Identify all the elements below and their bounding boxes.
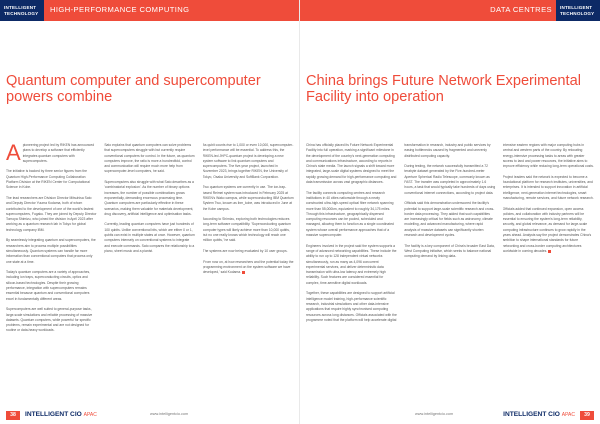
paragraph: The systems are now being evaluated by 10 user groups. (202, 248, 288, 253)
left-page-number: 38 (6, 411, 20, 420)
right-publication-name (503, 410, 575, 420)
paragraph-text: Officials added that continued expansion, open access policies, and collaboration with industry partners will be essential to ensuring the system's long-term reliability, security, and global relevance, as demand for large-scale computing infrastructure continues to grow rapidly in the years ahead. Analysts say the project demonstrates China's ambition to shape international standards for future networking and cross-border computing architectures worldwide in coming decades. (502, 206, 592, 253)
right-footer (300, 408, 600, 424)
paragraph: Sato explains that quantum computers can solve problems that supercomputers struggle with but currently require conventional computers for control. In the future, as quantum computers improve, the ratio is more a hundredfold, control and communication will require much more help from supercomputer-level computers, he said. (104, 143, 195, 174)
right-column-1 (306, 143, 397, 398)
left-column-1 (6, 143, 97, 398)
paragraph: intensive eastern regions with major computing hubs in central and western parts of the country. By relocating energy-intensive processing tasks to areas with greater access to land and power resources, the initiative aims to improve efficiency while reducing long-term operational costs. (502, 143, 594, 169)
right-page-number: 39 (580, 411, 594, 420)
end-mark-icon (242, 271, 245, 274)
right-page (300, 0, 600, 424)
paragraph: pioneering project led by RIKEN has announced plans to develop a software that efficiently integrates quantum computers with supercomputers. (22, 143, 95, 163)
paragraph: Two quantum systems are currently in use. The ion-trap-based Reimei system was introduced in February 2025 at RIKEN's Wako campus, while superconducting IBM Quantum System Two, known as ibm_kobe, was introduced in June at the Kobe campus. (202, 185, 294, 211)
right-section-bar (300, 0, 600, 21)
right-brand-block: INTELLIGENT TECHNOLOGY (556, 0, 600, 21)
paragraph: China has officially placed its Future Network Experimental Facility into full operation, marking a significant milestone in the development of the country's next-generation computing and communications infrastructure, according to reports in China's state media. The launch signals a shift toward more integrated, large-scale digital systems designed to meet the rapidly growing demand for high-performance computing and data transmission across vast geographic distances. (306, 143, 397, 185)
paragraph: The facility connects computing centres and research institutions in 40 cities nationwide through a newly constructed ultra-high-speed optical fibre network spanning more than 55,000km, equivalent to roughly 34,175 miles. Through this infrastructure, geographically dispersed computing resources can be pooled, scheduled and managed, allowing them to function as a single coordinated system whose overall performance approaches that of a massive supercomputer. (306, 190, 394, 238)
paragraph: The lead researchers are Division Director Mitsuhisa Sato and Deputy Director Yuuma Kodama, both of whom contributed to the development of one of the world's fastest supercomputers, Fugaku. They are joined by Deputy Director Tomoya Shimizu, who joined the division in April 2023 after working as a quantum research lab in Tokyo for global technology company IBM. (6, 195, 97, 232)
paragraph: Currently, leading quantum computers have just hundreds of 100 qubits. Unlike conventional bits, which are either 0 or 1, qubits can exist in multiple states at once. However, quantum computers intensely on conventional systems to integrate and execute commands. Sato compares the relationship to a piano, sheet music and a pianist. (104, 222, 195, 253)
left-section-title: HIGH-PERFORMANCE COMPUTING (50, 5, 190, 14)
publication-title: INTELLIGENT CIO (25, 411, 82, 418)
paragraph: Today's quantum computers are a variety of approaches, including ion traps, superconducting circuits, optics and silicon-based technologies. Despite their growing performance, integration with supercomputers remains essential because quantum and conventional computers excel in fundamentally different areas. (6, 270, 91, 301)
paragraph (203, 260, 294, 276)
paragraph: According to Shimizu, exploring both technologies reduces long-term software compatibility. 'Superconducting quantum computer types will likely achieve more than 10,000 qubits, but no one really knows which technology will reach one million qubits,' he said. (202, 217, 291, 243)
right-section-title: DATA CENTRES (490, 5, 552, 14)
paragraph: transformation in research, industry and public services by easing bottlenecks caused by fragmented and unevenly distributed computing capacity. (404, 143, 491, 158)
left-column-3 (203, 143, 294, 398)
publication-region: APAC (83, 412, 97, 418)
left-brand-block: INTELLIGENT TECHNOLOGY (0, 0, 44, 21)
paragraph: By seamlessly integrating quantum and supercomputers, the researchers aim to process multiple possibilities simultaneously. Quantum systems can handle far more information than conventional computers that process only one state at a time. (6, 238, 96, 264)
paragraph: Officials said this demonstration underscored the facility's potential to support large-scale scientific research and cross-border data processing. They added that such capabilities are increasingly critical for fields such as astronomy, climate modelling, and advanced manufacturing, where rapid analysis of massive datasets can significantly shorten research and development cycles. (404, 201, 495, 238)
drop-cap: A (6, 143, 21, 165)
paragraph: The facility is a key component of China's broader East Data, West Computing initiative, which seeks to balance national computing demand by linking data- (404, 243, 495, 259)
paragraph: Together, these capabilities are designed to support artificial intelligence model training, high-performance scientific research, industrial simulations and other data-intensive applications that require highly synchronised computing resources across long distances. Officials associated with the programme noted that the platform will help accelerate digital (306, 291, 397, 322)
end-mark-icon (548, 250, 551, 253)
right-website-url[interactable]: www.intelligentcio.com (415, 412, 454, 416)
paragraph: Project leaders said the network is expected to become a foundational platform for research institutes, universities, and enterprises. It is intended to support innovation in artificial intelligence, next-generation internet technologies, smart manufacturing, remote services, and future network research. (502, 174, 594, 200)
publication-title: INTELLIGENT CIO (503, 411, 560, 418)
left-column-2 (104, 143, 195, 398)
right-column-2 (404, 143, 495, 398)
paragraph: The initiative is backed by three senior figures from the Quantum High-Performance Computing Collaboration Platform Division at the RIKEN Center for Computational Science in Kobe. (6, 169, 90, 190)
left-website-url[interactable]: www.intelligentcio.com (150, 412, 189, 416)
left-footer (0, 408, 300, 424)
right-headline: China brings Future Network Experimental Facility into operation (306, 72, 581, 105)
right-article-body (306, 143, 594, 398)
left-headline: Quantum computer and supercomputer powers combine (6, 72, 261, 105)
left-publication-name (25, 410, 97, 420)
paragraph: As qubit counts rise to 1,000 or even 10,000, supercomputer-level performance will be essential. To address this, the RIKEN-led JHPC-quantum project is developing a new system software to link quantum computers and supercomputers. The five-year project, launched in November 2023, brings together RIKEN, the University of Tokyo, Osaka University and SoftBank Corporation. (202, 143, 294, 179)
left-article-body (6, 143, 294, 398)
publication-region: APAC (561, 412, 575, 418)
paragraph: Supercomputers are well suited to general-purpose tasks, large-scale simulations and reliable processing of massive datasets. Quantum computers, while powerful for specific problems, remain experimental and are not designed for routine or data-heavy workloads. (6, 307, 93, 333)
paragraph (503, 207, 594, 255)
paragraph-text: 'From now on, at how researchers and the potential today the programming environment on the system software we have developed,' said Kodama. (202, 259, 294, 275)
paragraph: During testing, the network successfully transmitted a 72 terabyte dataset generated by the Five-hundred-meter Aperture Spherical Radio Telescope, commonly known as FAST. The transfer was completed in approximately 1.6 hours, a task that would typically take hundreds of days using conventional internet connections, according to project data. (404, 164, 496, 195)
right-column-3 (503, 143, 594, 398)
paragraph: Supercomputers also struggle with what Sato describes as a 'combinatorial explosion'. As the number of binary options increases, the number of possible combinations grows exponentially, demanding enormous processing time. Quantum computers are particularly effective in these scenarios, making them valuable for materials development, drug discovery, artificial intelligence and optimisation tasks. (104, 180, 194, 216)
paragraph: Engineers involved in the project said the system supports a range of advanced networking capabilities. These include the ability to run up to 128 independent virtual networks simultaneously, run as many as 4,096 concurrent experimental services, and deliver deterministic data transmission with ultra-low latency and extremely high reliability. Such features are considered essential for complex, time-sensitive digital workloads. (306, 243, 397, 285)
